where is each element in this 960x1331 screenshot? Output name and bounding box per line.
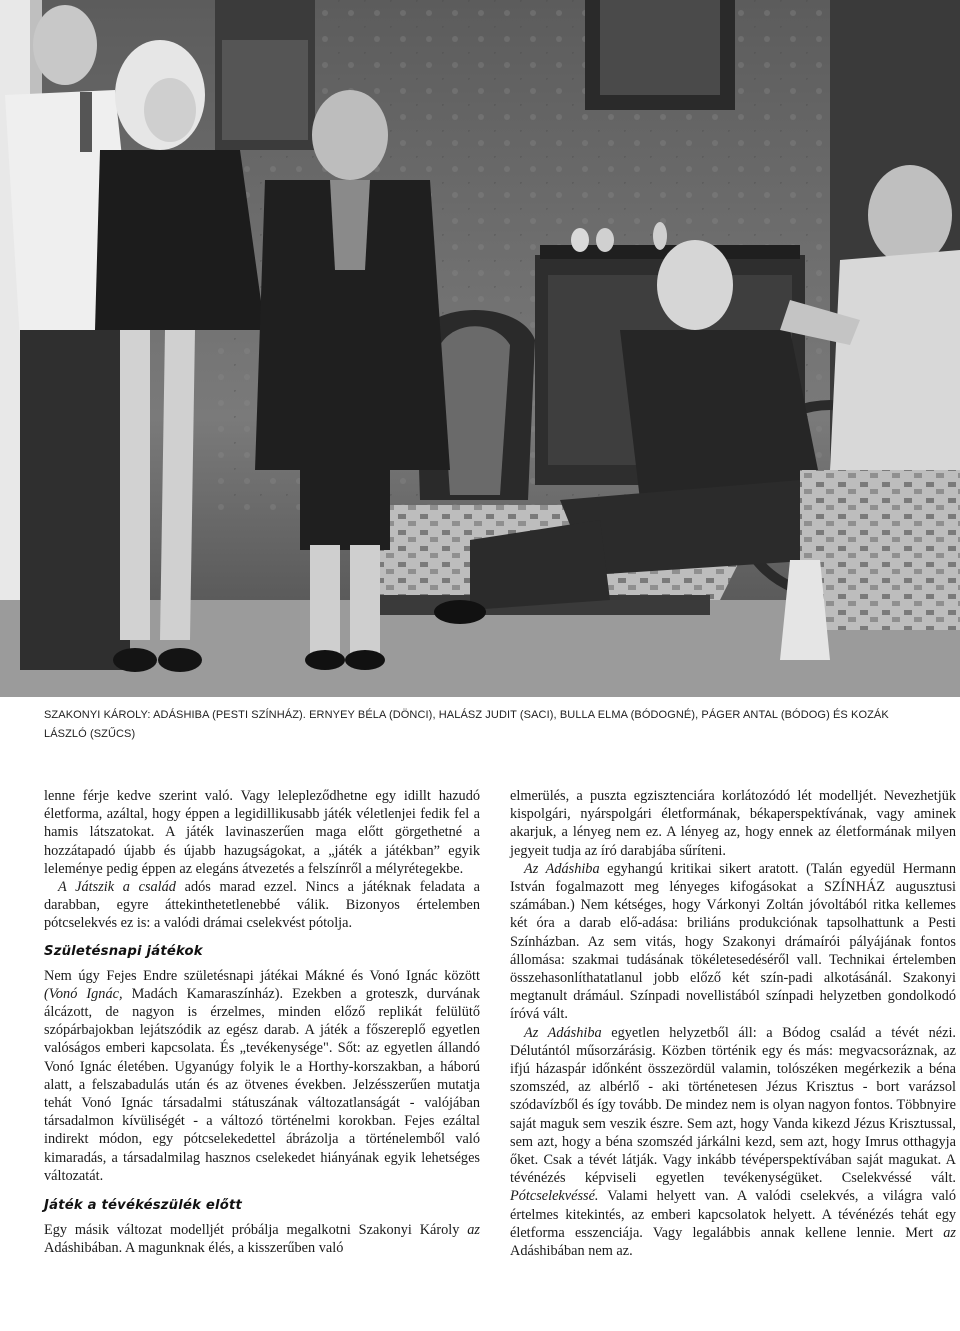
paragraph-text: egyetlen helyzetből áll: a Bódog család a tévét nézi. Délutántól műsorzárásig. Közben történik egy és más: megvacsoráznak, az ifjú házaspár időnként összezördül valamin, tolószéken megérkezik a béna szomszéd, az albérlő - aki történetesen Jézus Krisztus - bort varázsol szódavízből és így tovább. De mindez nem is olyan nagyon fontos. Többnyire saját maguk sem veszik észre. Sem azt, hogy Vanda kikezd Jézus Krisztussal, sem azt, hogy a béna szomszéd járkálni kezd, sem azt, hogy Imrus otthagyja őket. Csak a tévét látják. Vagy inkább tévéperspektívában saját magukat. A tévénézés képviseli egyetlen tevékenységüket. Cselekvéssé vált. [510,1024,956,1187]
right-column [510,787,956,1260]
paragraph: elmerülés, a puszta egzisztenciára korlátozódó lét modelljét. Nevezhetjük kispolgári, nyárspolgári életformának, békaperspektívának, vagy aminek akarjuk, a lényeg nem ez. A lényeg az, hogy ennek az életformának milyen jegyeit tudja az író darabjába sűríteni. [510,788,956,859]
paragraph: lenne férje kedve szerint való. Vagy lelepleződhetne egy idillt hazudó életforma, azáltal, hogy éppen a legidillikusabb játék véletlenjei fedik fel a hamis látszatokat. A játék lavinaszerűen maga előtt görgethetné a hozzátapadó újabb és újabb hazugságokat, a „játék a játékban” egyik leleménye pedig éppen az elegáns átvezetés a felszínről a mélyrétegekbe. [44,788,480,877]
play-title: Az Adáshiba [524,1024,602,1041]
play-title: Az Adáshiba [524,860,600,877]
article-az: az [467,1222,480,1239]
paragraph-text: Valami helyett van. A valódi cselekvés, a világra való értelmes kitekintés, az emberi kapcsolatok helyett. A tévénézés tehát egy életforma esszenciája. Vagy legalábbis annak kellene lennie. Mert [510,1188,956,1241]
section-heading: Játék a tévékészülék előtt [44,1198,243,1214]
play-title: A Játszik a család [58,879,176,896]
section-heading: Születésnapi játékok [44,943,203,959]
left-column [44,787,480,1257]
paragraph-text: egyhangú kritikai sikert aratott. (Talán egyedül Hermann István fogalmazott meg lényeges kifogásokat a SZÍNHÁZ augusztusi számában.) Nem kétséges, hogy Várkonyi Zoltán jóvoltából ritka kellemes két óra a darab elő-adása: briliáns produkciónak tapsolhattunk a Pesti Színházban. Az sem vitás, hogy Szakonyi drámaírói pályájának fontos állomása: szakmai tudásának tökéletesedéséről vall. Technikai értelemben összehasonlíthatatlanul jobb előző két szín-padi alkotásánál. Szakonyi megtanult drámául. Színpadi novellistából színpadi helyzetben gondolkodó íróvá vált. [510,860,956,1023]
paragraph [44,878,480,933]
emphasis: Pótcselekvéssé. [510,1188,599,1205]
paragraph [44,967,480,1185]
photo-caption: SZAKONYI KÁROLY: ADÁSHIBA (PESTI SZÍNHÁZ). ERNYEY BÉLA (DÖNCI), HALÁSZ JUDIT (SACI), BULLA ELMA (BÓDOGNÉ), PÁGER ANTAL (BÓDOG) ÉS KOZÁK LÁSZLÓ (SZŰCS) [44,709,889,740]
paragraph-text: Egy másik változat modelljét próbálja megalkotni Szakonyi Károly [44,1222,468,1239]
paragraph-text: Adáshibában. A magunknak élés, a kisszerűben való [44,1240,344,1257]
paragraph [44,1221,480,1257]
paragraph-text: adós marad ezzel. Nincs a játéknak feladata a darabban, egyre áttekinthetetlenebbé válik. Bizonyos értelemben pótcselekvés ez is: a valódi drámai cselekvést pótolja. [44,879,480,932]
paragraph-text: Madách Kamaraszínház). Ezekben a groteszk, durvának álcázott, de nagyon is érzelmes, minden előző replikát felülütő szópárbajokban lejátszódik az egész darab. A játék a főszereplő egyetlen valóságos emberi kapcsolata. És „tevékenysége". Sőt: az egyetlen állandó Vonó Ignác életében. Ugyanúgy folyik le a Horthy-korszakban, a háború alatt, a felszabadulás után és az ötvenes években. Jelzésszerűen mutatja tehát Vonó Ignác társadalmi státuszának változatlanságát - valójában társadalmon kívüliségét - a változó történelmi korokban. Fejes ezáltal indirekt módon, egy pótcselekedettel ábrázolja a történelemből való kimaradás, a társadalmilag hasznos cselekedet hiányának egyik lehetséges változatát. [44,985,481,1184]
paragraph [510,860,956,1024]
play-title: (Vonó Ignác, [44,985,123,1002]
paragraph [510,1024,956,1261]
article-az: az [943,1224,956,1241]
paragraph-text: Adáshibában nem az. [510,1243,633,1260]
paragraph-text: Nem úgy Fejes Endre születésnapi játékai Mákné és Vonó Ignác között [44,967,480,984]
